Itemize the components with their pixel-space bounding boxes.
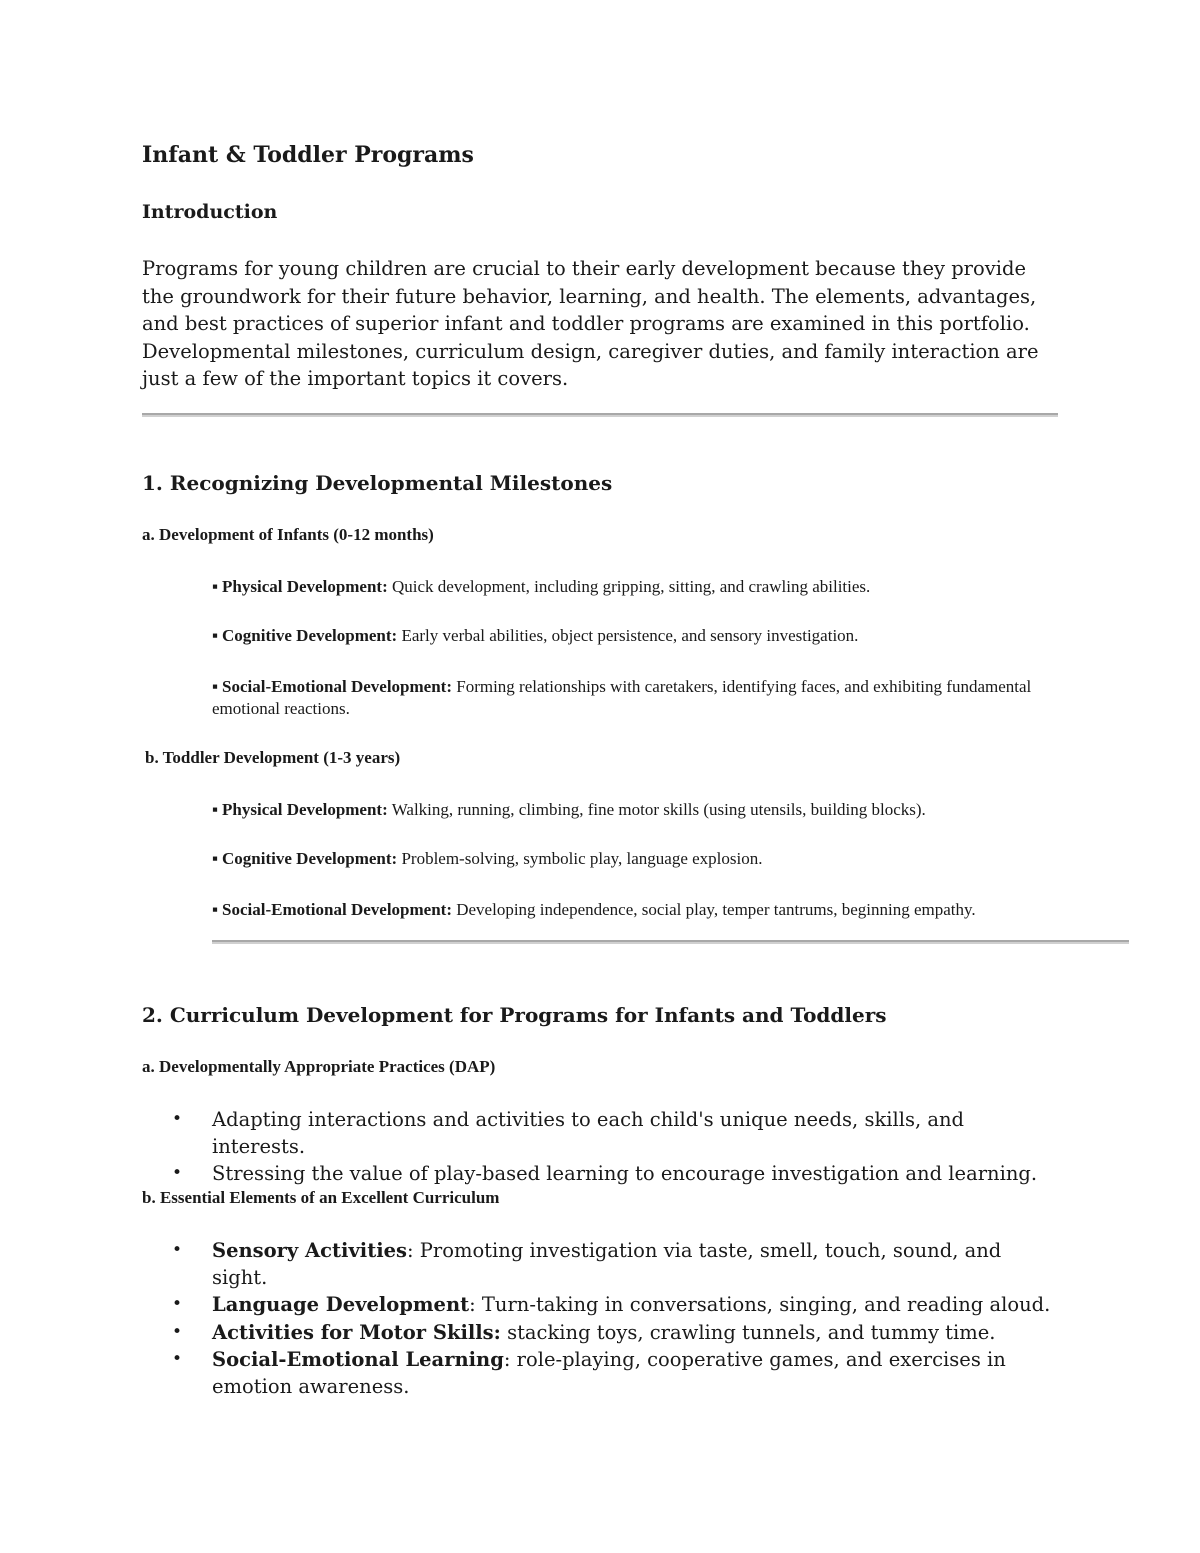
square-bullet-icon: ▪: [212, 900, 219, 919]
item-text: Adapting interactions and activities to each child's unique needs, skills, and interests.: [212, 1108, 965, 1159]
bullet-icon: •: [172, 1240, 183, 1260]
list-item: [212, 799, 1062, 821]
square-bullet-icon: ▪: [212, 577, 219, 596]
item-term: Cognitive Development:: [222, 626, 398, 645]
item-term: Physical Development:: [222, 800, 388, 819]
item-text: Quick development, including gripping, sitting, and crawling abilities.: [387, 577, 871, 596]
item-text: : Turn-taking in conversations, singing, and reading aloud.: [469, 1293, 1051, 1317]
item-term: Activities for Motor Skills:: [212, 1320, 501, 1344]
square-bullet-icon: ▪: [212, 626, 219, 645]
bullet-icon: •: [172, 1163, 183, 1184]
list-item: [142, 1106, 1052, 1160]
section-divider: [212, 940, 1129, 944]
section-1a-heading: a. Development of Infants (0-12 months): [142, 525, 434, 544]
item-term: Social-Emotional Learning: [212, 1347, 504, 1371]
bullet-icon: •: [172, 1109, 183, 1129]
section-2-heading: 2. Curriculum Development for Programs for Infants and Toddlers: [142, 1003, 887, 1027]
bullet-icon: •: [172, 1348, 183, 1369]
curriculum-elements-list: [142, 1237, 1052, 1400]
list-item: [142, 1346, 1052, 1400]
item-text: : Promoting investigation via taste, smell, touch, sound, and sight.: [212, 1239, 1002, 1290]
list-item: [212, 625, 1062, 647]
bullet-icon: •: [172, 1294, 183, 1315]
list-item: [212, 576, 1062, 598]
item-text: Early verbal abilities, object persistence, and sensory investigation.: [397, 626, 859, 645]
introduction-heading: Introduction: [142, 201, 278, 223]
section-2a-heading: a. Developmentally Appropriate Practices (DAP): [142, 1057, 496, 1076]
square-bullet-icon: ▪: [212, 677, 219, 696]
item-term: Social-Emotional Development:: [222, 900, 452, 919]
list-item: [212, 848, 1062, 870]
list-item: [142, 1291, 1052, 1318]
item-term: Social-Emotional Development:: [222, 677, 452, 696]
item-term: Language Development: [212, 1293, 470, 1317]
section-2b-heading: b. Essential Elements of an Excellent Curriculum: [142, 1188, 500, 1207]
item-text: Stressing the value of play-based learning to encourage investigation and learning.: [212, 1162, 1038, 1186]
section-1b-heading: b. Toddler Development (1-3 years): [145, 748, 401, 767]
item-text: Forming relationships with caretakers, identifying faces, and exhibiting fundamental emotional reactions.: [212, 677, 1032, 718]
section-1-heading: 1. Recognizing Developmental Milestones: [142, 471, 613, 495]
item-text: Problem-solving, symbolic play, language explosion.: [397, 849, 763, 868]
square-bullet-icon: ▪: [212, 849, 219, 868]
item-term: Sensory Activities: [212, 1239, 407, 1262]
introduction-paragraph: Programs for young children are crucial to their early development because they provide the groundwork for their future behavior, learning, and health. The elements, advantages, and best practices of superior infant and toddler programs are examined in this portfolio. Developmental milestones, curriculum design, caregiver duties, and family interaction are just a few of the important topics it covers.: [142, 257, 1039, 390]
square-bullet-icon: ▪: [212, 800, 219, 819]
item-term: Physical Development:: [222, 577, 388, 596]
list-item: [212, 899, 1062, 921]
item-text: : role-playing, cooperative games, and exercises in emotion awareness.: [212, 1347, 1006, 1399]
item-text: Walking, running, climbing, fine motor skills (using utensils, building blocks).: [387, 800, 926, 819]
document-title: Infant & Toddler Programs: [142, 142, 474, 168]
bullet-icon: •: [172, 1321, 183, 1342]
item-text: stacking toys, crawling tunnels, and tummy time.: [500, 1320, 996, 1344]
section-divider: [142, 413, 1058, 417]
list-item: [212, 676, 1062, 720]
list-item: [142, 1319, 1052, 1346]
list-item: [142, 1160, 1052, 1187]
item-text: Developing independence, social play, temper tantrums, beginning empathy.: [451, 900, 976, 919]
list-item: [142, 1237, 1052, 1291]
item-term: Cognitive Development:: [222, 849, 398, 868]
dap-list: [142, 1106, 1052, 1188]
